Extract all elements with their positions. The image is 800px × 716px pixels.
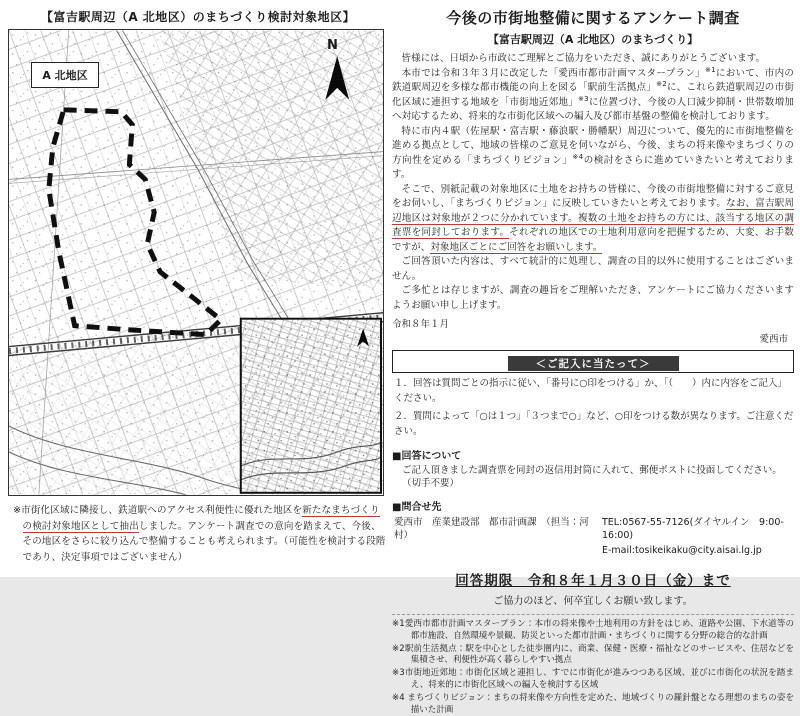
contact-organization: 愛西市 産業建設部 都市計画課 （担当：河村） [394, 517, 589, 541]
definition-note-3: ※3市街地近郊地：市街化区域と連担し、すでに市街化が進みつつある区域、並びに市街化の状況を踏まえ、将来的に市街化区域への編入を検討する区域 [392, 668, 794, 690]
p2-text: 本市では令和３年３月に改定した「愛西市都市計画マスタープラン」 [401, 67, 705, 79]
definition-note-4: ※4 まちづくりビジョン：まちの将来像や方向性を定めた、地域づくりの羅針盤となる理想のまちの姿を描いた計画 [392, 692, 794, 715]
map-title: 【富吉駅周辺（A 北地区）のまちづくり検討対象地区】 [40, 10, 356, 24]
paragraph-privacy: ご回答頂いた内容は、すべて統計的に処理し、調査の目的以外に使用することはございません。 [392, 256, 794, 282]
answer-section-heading: ■回答について [392, 451, 462, 462]
district-map-drawing [9, 30, 383, 495]
fill-instructions-box [392, 350, 794, 373]
p2-text2: において、市内の鉄道駅周辺を多様な都市機能の向上を図る「駅前生活拠点」 [392, 67, 794, 93]
map-column [8, 6, 388, 565]
p3-text2: の検討をさらに進めていきたいと考えております。 [392, 154, 794, 180]
definition-note-1: ※1愛西市都市計画マスタープラン：本市の将来像や土地利用の方針をはじめ、道路や公園、下水道等の都市施設、自然環境や景観、防災といった都市計画・まちづくりに関する分野の総合的な計画 [392, 619, 794, 641]
paragraph-thanks: ご多忙とは存じますが、調査の趣旨をご理解いただき、アンケートにご協力くださいますようお願い申し上げます。 [392, 285, 794, 311]
p4-text2: それぞれの地区での土地利用意向を把握するため、大変、お手数ですが、 [392, 227, 794, 253]
contact-row [394, 516, 794, 542]
p4-text: そこで、別紙記載の対象地区に土地をお持ちの皆様に、今後の市街地整備に対するご意見をお伺いし、「まちづくりビジョン」に反映していきたいと考えております。 [392, 183, 794, 209]
p4-emphasis-2: 対象地区ごとにご回答をお願いします。 [430, 241, 603, 253]
notes-divider [392, 614, 794, 615]
p2-text3: に、これら鉄道駅周辺の市街化区域に連担する地域を「市街地近郊地」 [392, 82, 794, 108]
closing-message: ご協力のほど、何卒宜しくお願い致します。 [493, 596, 693, 607]
paragraph-vision [392, 125, 794, 183]
letter-column [392, 5, 794, 716]
map-footnote-emphasis: 新たなまちづくりの検討対象地区として抽出 [22, 505, 380, 532]
map-footnote-text: ※市街化区域に隣接し、鉄道駅へのアクセス利便性に優れた地区を [13, 505, 303, 516]
paragraph-request [392, 183, 794, 256]
fill-instructions-header: ＜ご記入に当たって＞ [508, 356, 679, 371]
p4-emphasis-1: なお、富吉駅周辺地区は対象地が２つに分かれています。複数の土地をお持ちの方には、該当する地区の調査票を同封しております。 [392, 198, 794, 238]
footnote-ref-2: ※2 [656, 79, 667, 88]
letter-sender: 愛西市 [759, 334, 788, 345]
survey-subtitle: 【富吉駅周辺（A 北地区）のまちづくり】 [487, 33, 699, 46]
footnote-ref-4: ※4 [572, 152, 584, 161]
paragraph-masterplan [392, 67, 794, 125]
contact-phone: TEL:0567-55-7126(ダイヤルイン 9:00-16:00) [602, 517, 784, 541]
fill-instruction-1: １．回答は質問ごとの指示に従い、「番号に○印をつける」か、「（ ）内に内容をご記入」ください。 [394, 378, 788, 404]
p2-text4: に位置づけ、今後の人口減少抑制・世帯数増加へ対応するため、将来的な市街化区域への編入及び都市基盤の整備を検討しております。 [392, 96, 794, 122]
inset-map [241, 319, 381, 493]
map-footnote [13, 503, 389, 565]
footnote-ref-3: ※3 [578, 94, 589, 103]
district-map [8, 29, 384, 496]
letter-date: 令和８年１月 [392, 319, 450, 330]
p3-text: 特に市内４駅（佐屋駅・富吉駅・藤浪駅・勝幡駅）周辺について、優先的に市街地整備を進める拠点として、地域の皆様のご意見を伺いながら、今後、まちの将来像やまちづくりの方向性を定める「まちづくりビジョン」 [392, 125, 794, 166]
map-footnote-text-2: しました。アンケート調査での意向を踏まえて、今後、その地区をさらに絞り込んで整備することも考えられます。（可能性を検討する段階であり、決定事項ではございません） [22, 520, 386, 563]
district-label: A 北地区 [31, 62, 99, 88]
fill-instruction-2: ２．質問によって「○は１つ」「３つまで○」など、○印をつける数が異なります。ご注意ください。 [394, 411, 794, 437]
north-label: N [327, 38, 338, 53]
survey-title: 今後の市街地整備に関するアンケート調査 [446, 9, 740, 27]
definition-note-2: ※2駅前生活拠点：駅を中心とした徒歩圏内に、商業、保健・医療・福祉などのサービスや、住居などを集積させ、利便性が高く暮らしやすい拠点 [392, 643, 794, 666]
paragraph-greeting: 皆様には、日頃から市政にご理解とご協力をいただき、誠にありがとうございます。 [401, 53, 766, 64]
answer-section-text: ご記入頂きました調査票を同封の返信用封筒に入れて、郵便ポストに投函してください。（切手不要） [402, 465, 782, 489]
contact-section-heading: ■問合せ先 [392, 502, 442, 513]
footnote-ref-1: ※1 [704, 65, 716, 74]
contact-email: E-mail:tosikeikaku@city.aisai.lg.jp [602, 545, 762, 556]
response-deadline: 回答期限 令和８年１月３０日（金）まで [455, 573, 731, 589]
